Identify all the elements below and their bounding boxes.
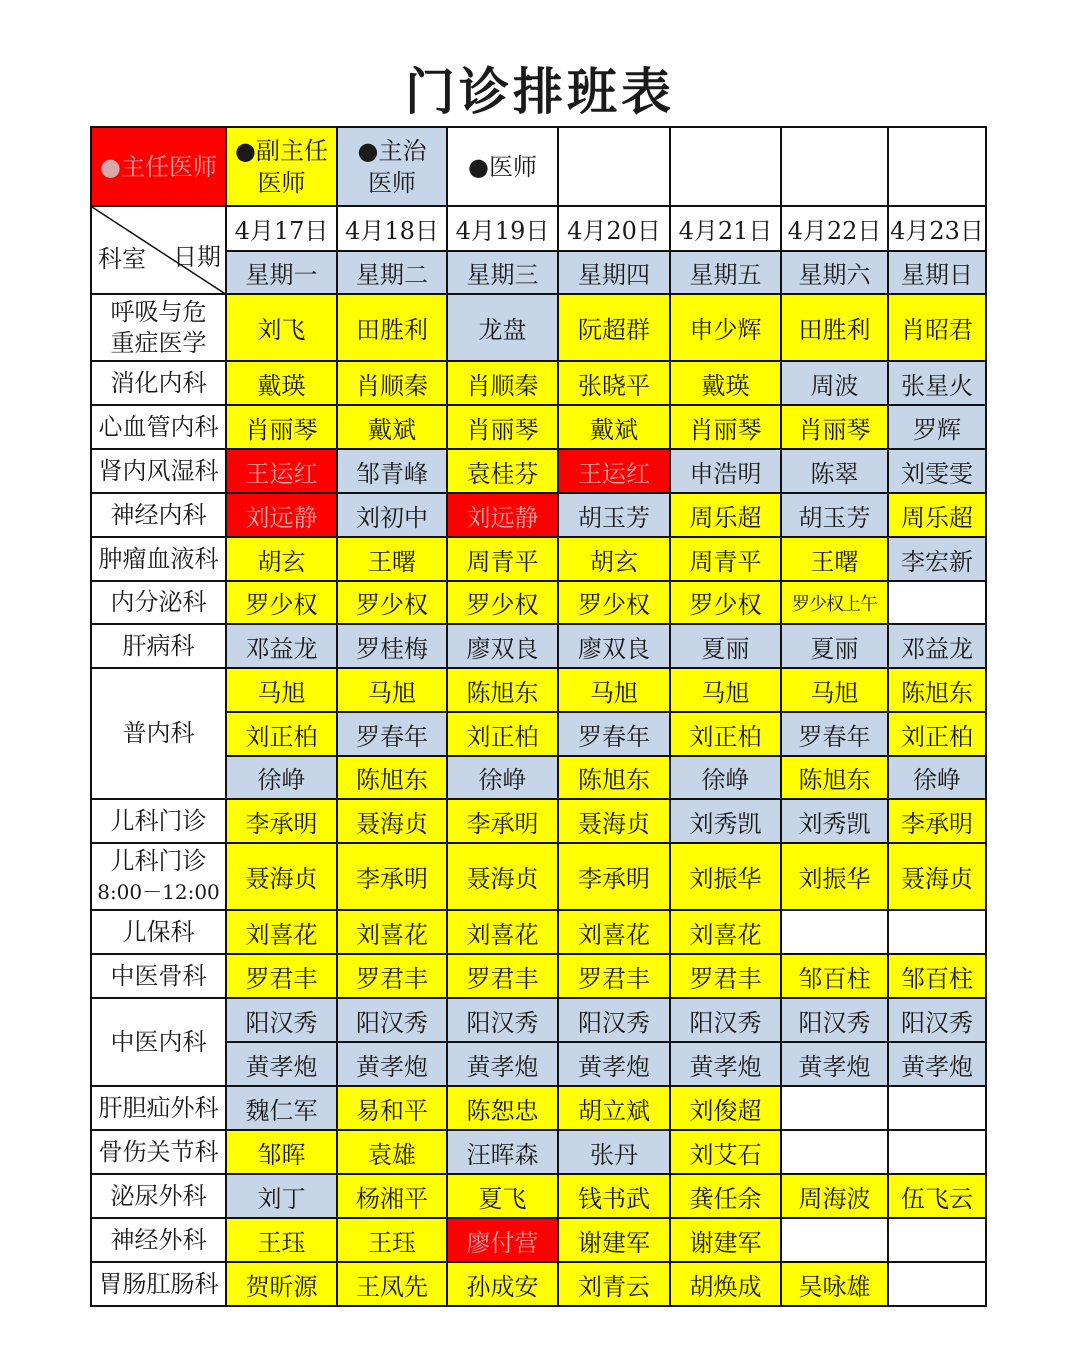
schedule-row — [91, 1174, 986, 1218]
doctor-cell: 谢建军 — [670, 1218, 781, 1262]
doctor-cell: 周海波 — [781, 1174, 888, 1218]
doctor-cell: 聂海贞 — [226, 843, 337, 910]
doctor-cell: 邹青峰 — [337, 449, 447, 493]
doctor-cell: 陈旭东 — [337, 756, 447, 799]
doctor-cell: 黄孝炮 — [226, 1042, 337, 1086]
doctor-cell: 谢建军 — [558, 1218, 670, 1262]
schedule-row — [91, 537, 986, 581]
schedule-row — [91, 799, 986, 843]
doctor-cell: 李承明 — [888, 799, 986, 843]
doctor-cell: 申少辉 — [670, 294, 781, 361]
department-name — [91, 843, 226, 910]
schedule-row — [91, 294, 986, 361]
department-name — [91, 537, 226, 581]
doctor-cell: 刘秀凯 — [781, 799, 888, 843]
department-name — [91, 1218, 226, 1262]
doctor-cell: 肖顺秦 — [337, 361, 447, 405]
doctor-cell: 聂海贞 — [558, 799, 670, 843]
doctor-cell: 王珏 — [226, 1218, 337, 1262]
department-label: 普内科 — [122, 719, 195, 747]
doctor-cell: 肖丽琴 — [781, 405, 888, 449]
schedule-row — [91, 1218, 986, 1262]
doctor-cell: 罗春年 — [337, 712, 447, 756]
doctor-cell: 罗春年 — [781, 712, 888, 756]
date-cell: 4月21日 — [670, 206, 781, 251]
doctor-cell: 袁桂芬 — [447, 449, 558, 493]
doctor-cell: 廖双良 — [447, 624, 558, 668]
doctor-cell: 聂海贞 — [888, 843, 986, 910]
doctor-cell: 罗辉 — [888, 405, 986, 449]
department-label: 神经外科 — [110, 1225, 207, 1254]
doctor-cell: 刘正柏 — [670, 712, 781, 756]
legend-empty-cell — [888, 127, 986, 206]
department-label: 消化内科 — [110, 368, 207, 397]
department-name — [91, 294, 226, 361]
doctor-cell: 聂海贞 — [447, 843, 558, 910]
department-label: 肝病科 — [122, 631, 195, 660]
doctor-cell: 刘振华 — [670, 843, 781, 910]
weekday-cell: 星期二 — [337, 251, 447, 294]
department-name — [91, 581, 226, 624]
doctor-cell: 罗少权上午 — [781, 581, 888, 624]
doctor-cell: 吴咏雄 — [781, 1262, 888, 1306]
department-timing: 8:00－12:00 — [97, 879, 220, 904]
doctor-cell: 邹晖 — [226, 1130, 337, 1174]
doctor-cell: 阳汉秀 — [888, 998, 986, 1042]
doctor-cell: 李宏新 — [888, 537, 986, 581]
doctor-cell: 戴瑛 — [670, 361, 781, 405]
date-cell: 4月20日 — [558, 206, 670, 251]
schedule-row — [91, 581, 986, 624]
doctor-cell: 刘远静 — [447, 493, 558, 537]
doctor-cell: 徐峥 — [888, 756, 986, 799]
doctor-cell: 罗少权 — [558, 581, 670, 624]
schedule-row — [91, 449, 986, 493]
doctor-cell: 廖付营 — [447, 1218, 558, 1262]
schedule-table — [90, 126, 987, 1307]
doctor-cell: 袁雄 — [337, 1130, 447, 1174]
department-name — [91, 361, 226, 405]
doctor-cell: 刘正柏 — [226, 712, 337, 756]
doctor-cell: 申浩明 — [670, 449, 781, 493]
doctor-cell: 邓益龙 — [226, 624, 337, 668]
department-label: 肾内风湿科 — [98, 456, 219, 485]
doctor-cell: 王曙 — [337, 537, 447, 581]
legend-empty-cell — [558, 127, 670, 206]
doctor-cell: 阳汉秀 — [558, 998, 670, 1042]
department-label: 神经内科 — [110, 500, 207, 529]
doctor-cell: 聂海贞 — [337, 799, 447, 843]
doctor-cell: 黄孝炮 — [558, 1042, 670, 1086]
doctor-cell: 肖昭君 — [888, 294, 986, 361]
schedule-row — [91, 1262, 986, 1306]
department-label: 内分泌科 — [110, 588, 207, 616]
department-name — [91, 1174, 226, 1218]
doctor-cell: 黄孝炮 — [337, 1042, 447, 1086]
doctor-cell: 龙盘 — [447, 294, 558, 361]
doctor-cell: 伍飞云 — [888, 1174, 986, 1218]
doctor-cell: 戴瑛 — [226, 361, 337, 405]
doctor-cell: 张晓平 — [558, 361, 670, 405]
doctor-cell: 黄孝炮 — [670, 1042, 781, 1086]
doctor-cell: 夏丽 — [670, 624, 781, 668]
doctor-cell: 胡立斌 — [558, 1086, 670, 1130]
doctor-cell: 罗少权 — [337, 581, 447, 624]
doctor-cell: 陈翠 — [781, 449, 888, 493]
empty-cell — [888, 581, 986, 624]
schedule-row — [91, 624, 986, 668]
legend-physician: ●医师 — [447, 127, 558, 206]
doctor-cell: 邹百柱 — [781, 954, 888, 998]
doctor-cell: 周乐超 — [888, 493, 986, 537]
doctor-cell: 杨湘平 — [337, 1174, 447, 1218]
department-label: 儿科门诊 — [110, 806, 207, 835]
empty-cell — [888, 910, 986, 954]
empty-cell — [781, 1218, 888, 1262]
doctor-cell: 贺昕源 — [226, 1262, 337, 1306]
department-label: 儿保科 — [122, 917, 195, 946]
schedule-row — [91, 405, 986, 449]
department-name — [91, 954, 226, 998]
doctor-cell: 陈恕忠 — [447, 1086, 558, 1130]
doctor-cell: 黄孝炮 — [781, 1042, 888, 1086]
date-cell: 4月23日 — [888, 206, 986, 251]
doctor-cell: 陈旭东 — [781, 756, 888, 799]
schedule-row — [91, 998, 986, 1042]
doctor-cell: 徐峥 — [447, 756, 558, 799]
doctor-cell: 戴斌 — [337, 405, 447, 449]
doctor-cell: 罗少权 — [226, 581, 337, 624]
doctor-cell: 肖丽琴 — [670, 405, 781, 449]
legend-deputy-line1: ●副主任 — [235, 136, 328, 165]
doctor-cell: 邓益龙 — [888, 624, 986, 668]
doctor-cell: 肖丽琴 — [447, 405, 558, 449]
legend-deputy-chief-physician — [226, 127, 337, 206]
doctor-cell: 刘喜花 — [447, 910, 558, 954]
doctor-cell: 汪晖森 — [447, 1130, 558, 1174]
department-label: 中医内科 — [110, 1027, 207, 1056]
doctor-cell: 戴斌 — [558, 405, 670, 449]
department-label: 泌尿外科 — [110, 1181, 207, 1210]
doctor-cell: 王运红 — [226, 449, 337, 493]
department-name — [91, 493, 226, 537]
doctor-cell: 马旭 — [781, 668, 888, 712]
department-label: 肿瘤血液科 — [98, 544, 219, 573]
doctor-cell: 马旭 — [670, 668, 781, 712]
department-name — [91, 668, 226, 799]
doctor-cell: 孙成安 — [447, 1262, 558, 1306]
doctor-cell: 徐峥 — [670, 756, 781, 799]
doctor-cell: 张丹 — [558, 1130, 670, 1174]
doctor-cell: 罗桂梅 — [337, 624, 447, 668]
doctor-cell: 王曙 — [781, 537, 888, 581]
empty-cell — [888, 1130, 986, 1174]
doctor-cell: 陈旭东 — [447, 668, 558, 712]
schedule-row — [91, 910, 986, 954]
doctor-cell: 刘远静 — [226, 493, 337, 537]
legend-deputy-line2: 医师 — [257, 168, 306, 197]
department-label: 呼吸与危重症医学 — [110, 297, 207, 357]
legend-empty-cell — [781, 127, 888, 206]
department-name — [91, 1130, 226, 1174]
department-label: 心血管内科 — [98, 412, 219, 441]
doctor-cell: 阳汉秀 — [447, 998, 558, 1042]
department-name — [91, 1086, 226, 1130]
department-label: 肝胆疝外科 — [98, 1093, 219, 1122]
doctor-cell: 刘喜花 — [337, 910, 447, 954]
legend-attending-line1: ●主治 — [357, 136, 427, 165]
weekday-cell: 星期三 — [447, 251, 558, 294]
doctor-cell: 罗君丰 — [447, 954, 558, 998]
schedule-row — [91, 843, 986, 910]
doctor-cell: 周青平 — [447, 537, 558, 581]
schedule-row — [91, 1086, 986, 1130]
schedule-row — [91, 668, 986, 712]
doctor-cell: 马旭 — [226, 668, 337, 712]
doctor-cell: 刘喜花 — [670, 910, 781, 954]
weekday-cell: 星期日 — [888, 251, 986, 294]
doctor-cell: 王凤先 — [337, 1262, 447, 1306]
doctor-cell: 罗少权 — [447, 581, 558, 624]
schedule-row — [91, 1130, 986, 1174]
doctor-cell: 罗少权 — [670, 581, 781, 624]
doctor-cell: 肖顺秦 — [447, 361, 558, 405]
doctor-cell: 邹百柱 — [888, 954, 986, 998]
doctor-cell: 胡玄 — [226, 537, 337, 581]
schedule-row — [91, 1042, 986, 1086]
department-name — [91, 998, 226, 1086]
doctor-cell: 周波 — [781, 361, 888, 405]
schedule-row — [91, 954, 986, 998]
doctor-cell: 钱书武 — [558, 1174, 670, 1218]
doctor-cell: 夏丽 — [781, 624, 888, 668]
department-name — [91, 405, 226, 449]
doctor-cell: 李承明 — [558, 843, 670, 910]
doctor-cell: 周青平 — [670, 537, 781, 581]
dept-header-label: 科室 — [98, 245, 146, 273]
doctor-cell: 胡玉芳 — [558, 493, 670, 537]
schedule-row — [91, 756, 986, 799]
doctor-cell: 廖双良 — [558, 624, 670, 668]
doctor-cell: 阳汉秀 — [781, 998, 888, 1042]
schedule-row — [91, 361, 986, 405]
department-label: 中医骨科 — [110, 961, 207, 990]
empty-cell — [781, 1130, 888, 1174]
date-row — [91, 206, 986, 251]
doctor-cell: 李承明 — [337, 843, 447, 910]
schedule-row — [91, 493, 986, 537]
legend-attending-physician — [337, 127, 447, 206]
doctor-cell: 李承明 — [226, 799, 337, 843]
doctor-cell: 徐峥 — [226, 756, 337, 799]
doctor-cell: 阮超群 — [558, 294, 670, 361]
schedule-row — [91, 712, 986, 756]
date-cell: 4月19日 — [447, 206, 558, 251]
doctor-cell: 魏仁军 — [226, 1086, 337, 1130]
doctor-cell: 刘喜花 — [226, 910, 337, 954]
doctor-cell: 罗春年 — [558, 712, 670, 756]
doctor-cell: 刘喜花 — [558, 910, 670, 954]
corner-header-cell — [91, 206, 226, 294]
doctor-cell: 黄孝炮 — [447, 1042, 558, 1086]
doctor-cell: 王珏 — [337, 1218, 447, 1262]
doctor-cell: 刘青云 — [558, 1262, 670, 1306]
empty-cell — [888, 1086, 986, 1130]
doctor-cell: 阳汉秀 — [337, 998, 447, 1042]
date-header-label: 日期 — [173, 243, 221, 271]
doctor-cell: 张星火 — [888, 361, 986, 405]
doctor-cell: 刘秀凯 — [670, 799, 781, 843]
doctor-cell: 刘丁 — [226, 1174, 337, 1218]
doctor-cell: 罗君丰 — [558, 954, 670, 998]
department-name — [91, 799, 226, 843]
weekday-cell: 星期一 — [226, 251, 337, 294]
department-name — [91, 624, 226, 668]
doctor-cell: 黄孝炮 — [888, 1042, 986, 1086]
doctor-cell: 田胜利 — [781, 294, 888, 361]
date-cell: 4月22日 — [781, 206, 888, 251]
legend-attending-line2: 医师 — [368, 168, 416, 197]
legend-empty-cell — [670, 127, 781, 206]
doctor-cell: 周乐超 — [670, 493, 781, 537]
doctor-cell: 罗君丰 — [226, 954, 337, 998]
department-name — [91, 449, 226, 493]
doctor-cell: 阳汉秀 — [226, 998, 337, 1042]
weekday-cell: 星期六 — [781, 251, 888, 294]
doctor-cell: 刘俊超 — [670, 1086, 781, 1130]
doctor-cell: 刘正柏 — [888, 712, 986, 756]
doctor-cell: 肖丽琴 — [226, 405, 337, 449]
date-cell: 4月18日 — [337, 206, 447, 251]
department-label: 胃肠肛肠科 — [98, 1269, 219, 1298]
weekday-cell: 星期五 — [670, 251, 781, 294]
doctor-cell: 阳汉秀 — [670, 998, 781, 1042]
empty-cell — [888, 1218, 986, 1262]
doctor-cell: 夏飞 — [447, 1174, 558, 1218]
department-label: 儿科门诊 — [110, 846, 207, 875]
doctor-cell: 刘正柏 — [447, 712, 558, 756]
doctor-cell: 刘初中 — [337, 493, 447, 537]
department-name — [91, 910, 226, 954]
doctor-cell: 李承明 — [447, 799, 558, 843]
empty-cell — [781, 910, 888, 954]
doctor-cell: 王运红 — [558, 449, 670, 493]
weekday-cell: 星期四 — [558, 251, 670, 294]
doctor-cell: 陈旭东 — [558, 756, 670, 799]
doctor-cell: 马旭 — [337, 668, 447, 712]
legend-row — [91, 127, 986, 206]
doctor-cell: 田胜利 — [337, 294, 447, 361]
doctor-cell: 马旭 — [558, 668, 670, 712]
doctor-cell: 刘振华 — [781, 843, 888, 910]
doctor-cell: 龚任余 — [670, 1174, 781, 1218]
doctor-cell: 罗君丰 — [670, 954, 781, 998]
page-title: 门诊排班表 — [405, 62, 675, 121]
empty-cell — [888, 1262, 986, 1306]
doctor-cell: 胡玄 — [558, 537, 670, 581]
doctor-cell: 刘艾石 — [670, 1130, 781, 1174]
doctor-cell: 胡焕成 — [670, 1262, 781, 1306]
doctor-cell: 罗君丰 — [337, 954, 447, 998]
department-label: 骨伤关节科 — [98, 1137, 219, 1166]
doctor-cell: 易和平 — [337, 1086, 447, 1130]
doctor-cell: 胡玉芳 — [781, 493, 888, 537]
doctor-cell: 陈旭东 — [888, 668, 986, 712]
department-name — [91, 1262, 226, 1306]
doctor-cell: 刘飞 — [226, 294, 337, 361]
doctor-cell: 刘雯雯 — [888, 449, 986, 493]
legend-chief-physician: ●主任医师 — [91, 127, 226, 206]
date-cell: 4月17日 — [226, 206, 337, 251]
empty-cell — [781, 1086, 888, 1130]
